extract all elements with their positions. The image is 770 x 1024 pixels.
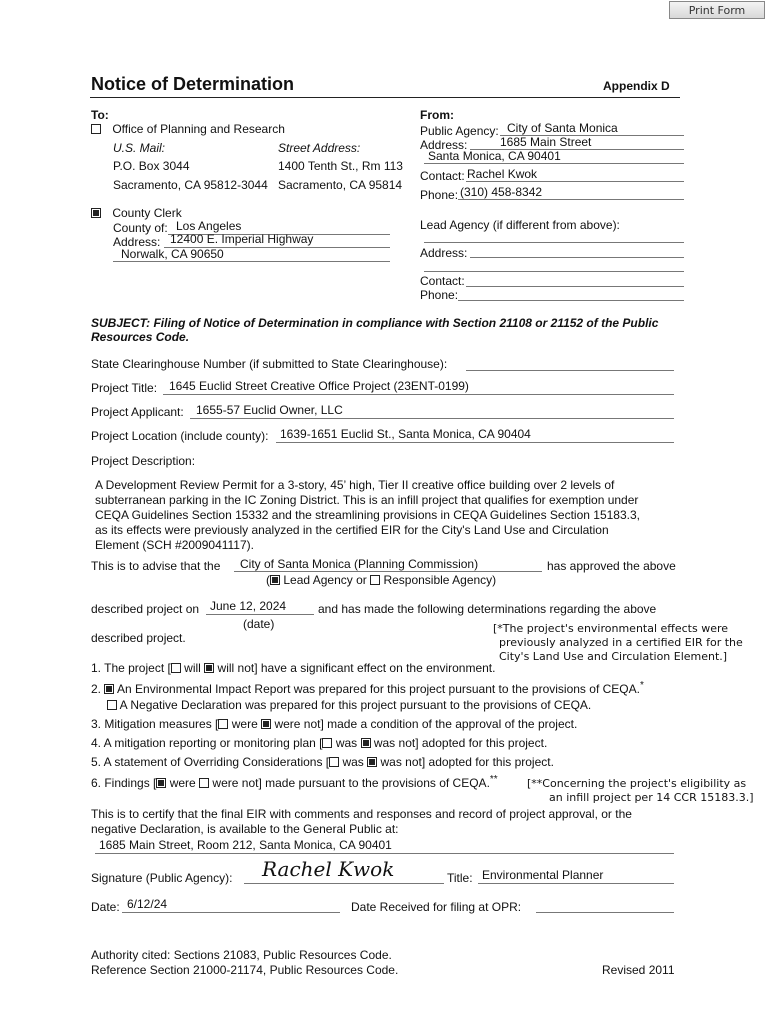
title-label: Title:: [447, 871, 473, 885]
from-phone-label: Phone:: [420, 188, 459, 202]
county-of-field[interactable]: Los Angeles: [176, 219, 242, 233]
date-caption: (date): [243, 617, 275, 631]
from-label: From:: [420, 108, 454, 122]
lead-address-label: Address:: [420, 246, 468, 260]
findings-were-checkbox[interactable]: [156, 778, 166, 788]
description-line-4[interactable]: as its effects were previously analyzed in the certified EIR for the City's Land Use and Circulation: [95, 523, 609, 537]
described-on-label: described project on: [91, 602, 200, 616]
description-line-2[interactable]: subterranean parking in the IC Zoning District. This is an infill project that qualifies for exemption under: [95, 493, 639, 507]
opr-option: [91, 122, 285, 136]
lead-phone-label: Phone:: [420, 288, 459, 302]
from-address-field-2[interactable]: Santa Monica, CA 90401: [428, 149, 561, 163]
eir-asterisk: *: [639, 680, 644, 691]
project-location-field[interactable]: 1639-1651 Euclid St., Santa Monica, CA 90404: [280, 427, 531, 441]
advise-prefix: This is to advise that the: [91, 559, 221, 573]
print-form-button[interactable]: Print Form: [669, 1, 765, 19]
advise-agency-line: [234, 571, 542, 572]
project-title-label: Project Title:: [91, 381, 158, 395]
project-title-field[interactable]: 1645 Euclid Street Creative Office Project (23ENT-0199): [169, 379, 469, 393]
project-location-line: [276, 442, 674, 443]
determination-6-prefix: 6. Findings [: [91, 776, 157, 790]
determination-3: [91, 717, 577, 731]
description-line-3[interactable]: CEQA Guidelines Section 15332 and the streamlining provisions in CEQA Guidelines Section 15183.3,: [95, 508, 640, 522]
eir-note-line-2: previously analyzed in a certified EIR for the: [499, 636, 743, 649]
us-mail-label: U.S. Mail:: [113, 141, 166, 155]
county-clerk-checkbox[interactable]: [91, 208, 101, 218]
sign-date-line: [122, 912, 340, 913]
opr-street: 1400 Tenth St., Rm 113: [278, 159, 403, 173]
from-address-label: Address:: [420, 138, 468, 152]
overriding-was-not-checkbox[interactable]: [367, 757, 377, 767]
project-applicant-line: [190, 418, 674, 419]
title-line: [478, 883, 674, 884]
infill-note-line-2: an infill project per 14 CCR 15183.3.]: [549, 791, 754, 804]
mitigation-were-not-option: were not] made a condition of the approval of the project.: [274, 717, 578, 731]
findings-were-not-option: were not] made pursuant to the provisions of CEQA.: [212, 776, 490, 790]
sch-number-label: State Clearinghouse Number (if submitted to State Clearinghouse):: [91, 357, 448, 371]
to-label: To:: [91, 108, 109, 122]
monitoring-was-not-checkbox[interactable]: [361, 738, 371, 748]
opr-city-street: Sacramento, CA 95814: [278, 178, 403, 192]
from-contact-field[interactable]: Rachel Kwok: [467, 167, 538, 181]
sign-date-label: Date:: [91, 900, 120, 914]
agency-type-row: [266, 573, 496, 587]
eir-note: [493, 622, 743, 664]
from-phone-field[interactable]: (310) 458-8342: [460, 185, 543, 199]
significant-effect-will-not-checkbox[interactable]: [204, 663, 214, 673]
lead-contact-line: [466, 286, 684, 287]
eir-prepared-label: An Environmental Impact Report was prepared for this project pursuant to the provisions of CEQA.: [117, 682, 640, 696]
eir-prepared-checkbox[interactable]: [104, 684, 114, 694]
opr-received-label: Date Received for filing at OPR:: [351, 900, 522, 914]
record-location-field[interactable]: 1685 Main Street, Room 212, Santa Monica, CA 90401: [99, 838, 392, 852]
county-of-label: County of:: [113, 221, 168, 235]
lead-contact-label: Contact:: [420, 274, 465, 288]
overriding-was-not-option: was not] adopted for this project.: [380, 755, 554, 769]
from-address-field-1[interactable]: 1685 Main Street: [500, 135, 592, 149]
approval-date-line: [206, 614, 314, 615]
project-applicant-label: Project Applicant:: [91, 405, 184, 419]
determination-2: [91, 680, 644, 696]
determination-5: [91, 755, 554, 769]
certify-line-1: This is to certify that the final EIR with comments and responses and record of project approval, or the: [91, 807, 632, 821]
will-not-option: will not] have a significant effect on the environment.: [217, 661, 496, 675]
lead-address-line-1: [470, 257, 684, 258]
open-paren: (: [266, 573, 270, 587]
will-option: will: [184, 661, 201, 675]
determinations-text: and has made the following determinations regarding the above: [318, 602, 657, 616]
authority-cited: Authority cited: Sections 21083, Public Resources Code.: [91, 948, 392, 962]
lead-address-line-2: [424, 271, 684, 272]
county-clerk-option: [91, 206, 182, 220]
opr-city-mail: Sacramento, CA 95812-3044: [113, 178, 268, 192]
county-clerk-label: County Clerk: [112, 206, 182, 220]
significant-effect-will-checkbox[interactable]: [171, 663, 181, 673]
title-field[interactable]: Environmental Planner: [482, 868, 604, 882]
page-title: Notice of Determination: [91, 74, 295, 94]
clerk-address-line-2: [113, 261, 390, 262]
negative-declaration-checkbox[interactable]: [107, 700, 117, 710]
determination-5-prefix: 5. A statement of Overriding Considerations [: [91, 755, 330, 769]
determination-6: [91, 774, 498, 790]
appendix-label: Appendix D: [603, 79, 670, 93]
sch-number-line[interactable]: [466, 370, 674, 371]
header-rule: [90, 97, 680, 98]
from-address-line-2: [424, 163, 684, 164]
public-agency-field[interactable]: City of Santa Monica: [507, 121, 618, 135]
public-agency-label: Public Agency:: [420, 124, 499, 138]
advise-suffix: has approved the above: [547, 559, 676, 573]
mitigation-were-checkbox[interactable]: [218, 719, 228, 729]
clerk-address-label: Address:: [113, 235, 161, 249]
signature-label: Signature (Public Agency):: [91, 871, 233, 885]
determination-3-prefix: 3. Mitigation measures [: [91, 717, 219, 731]
eir-note-line-3: City's Land Use and Circulation Element.]: [499, 650, 728, 663]
determination-1-prefix: 1. The project [: [91, 661, 171, 675]
findings-asterisk: **: [489, 774, 498, 785]
infill-note: [527, 777, 754, 805]
description-line-1[interactable]: A Development Review Permit for a 3-story, 45’ high, Tier II creative office building over 2 levels of: [95, 478, 615, 492]
eir-note-line-1: [*The project's environmental effects were: [493, 622, 729, 635]
mitigation-were-not-checkbox[interactable]: [261, 719, 271, 729]
determination-2-prefix: 2.: [91, 682, 102, 696]
project-location-label: Project Location (include county):: [91, 429, 269, 443]
monitoring-was-checkbox[interactable]: [322, 738, 332, 748]
clerk-address-field-1[interactable]: 12400 E. Imperial Highway: [170, 232, 314, 246]
revised-date: Revised 2011: [602, 963, 675, 977]
street-address-label: Street Address:: [278, 141, 361, 155]
responsible-agency-checkbox[interactable]: [370, 575, 380, 585]
approval-date-field[interactable]: June 12, 2024: [210, 599, 287, 613]
from-contact-label: Contact:: [420, 169, 465, 183]
monitoring-was-not-option: was not] adopted for this project.: [373, 736, 548, 750]
clerk-address-field-2[interactable]: Norwalk, CA 90650: [121, 247, 224, 261]
project-title-line: [163, 394, 674, 395]
findings-were-not-checkbox[interactable]: [199, 778, 209, 788]
overriding-was-option: was: [342, 755, 364, 769]
overriding-was-checkbox[interactable]: [329, 757, 339, 767]
negative-declaration-label: A Negative Declaration was prepared for this project pursuant to the provisions of CEQA.: [119, 698, 592, 712]
from-phone-line: [458, 199, 684, 200]
opr-received-line[interactable]: [536, 912, 674, 913]
monitoring-was-option: was: [335, 736, 358, 750]
described-project-text: described project.: [91, 631, 186, 645]
opr-label: Office of Planning and Research: [112, 122, 285, 136]
lead-agency-line: [424, 242, 684, 243]
findings-were-option: were: [169, 776, 196, 790]
determination-4: [91, 736, 547, 750]
project-description-label: Project Description:: [91, 454, 196, 468]
determination-1: [91, 661, 495, 675]
project-applicant-field[interactable]: 1655-57 Euclid Owner, LLC: [196, 403, 343, 417]
from-contact-line: [466, 181, 684, 182]
description-line-5[interactable]: Element (SCH #2009041117).: [95, 538, 254, 552]
sign-date-field[interactable]: 6/12/24: [127, 897, 168, 911]
reference-section: Reference Section 21000-21174, Public Resources Code.: [91, 963, 399, 977]
signature-line: [244, 883, 444, 884]
subject-line-2: Resources Code.: [91, 330, 190, 344]
determination-4-prefix: 4. A mitigation reporting or monitoring plan [: [91, 736, 323, 750]
advise-agency-field[interactable]: City of Santa Monica (Planning Commission): [240, 557, 479, 571]
certify-line-2: negative Declaration, is available to the General Public at:: [91, 822, 399, 836]
po-box: P.O. Box 3044: [113, 159, 190, 173]
subject-line-1: SUBJECT: Filing of Notice of Determination in compliance with Section 21108 or 21152 of the Public: [91, 316, 659, 330]
lead-agency-checkbox[interactable]: [270, 575, 280, 585]
infill-note-line-1: [**Concerning the project's eligibility as: [527, 777, 747, 790]
opr-checkbox[interactable]: [91, 124, 101, 134]
record-location-line: [95, 853, 674, 854]
mitigation-were-option: were: [231, 717, 258, 731]
lead-phone-line: [458, 300, 684, 301]
lead-agency-option: Lead Agency or: [283, 573, 367, 587]
determination-2-negative: [107, 698, 591, 712]
signature[interactable]: Rachel Kwok: [262, 857, 395, 881]
responsible-agency-option: Responsible Agency): [383, 573, 497, 587]
lead-agency-label: Lead Agency (if different from above):: [420, 218, 620, 232]
